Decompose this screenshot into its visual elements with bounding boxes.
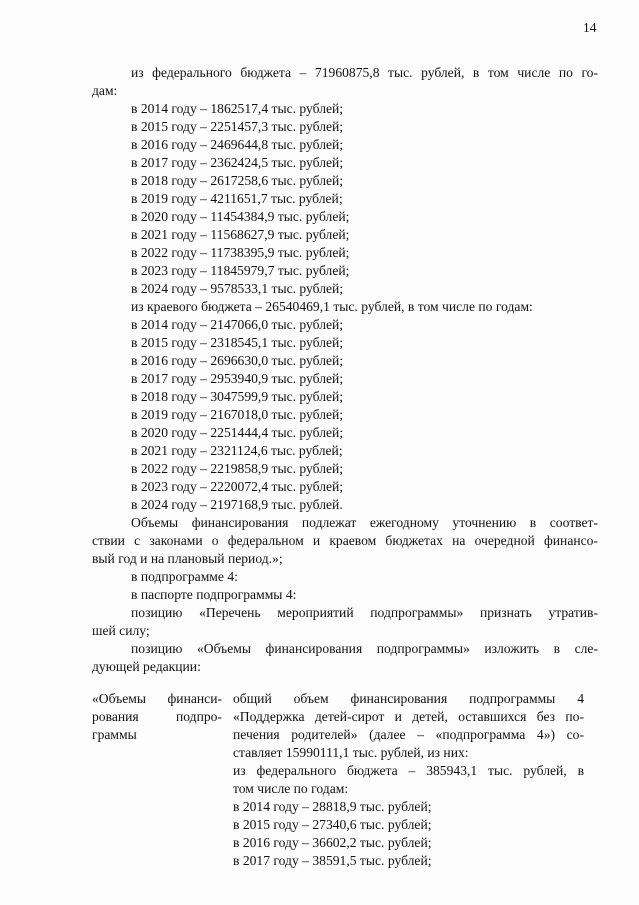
regional-year-line: в 2021 году – 2321124,6 тыс. рублей; — [131, 443, 343, 458]
federal-year-line: в 2020 году – 11454384,9 тыс. рублей; — [131, 209, 350, 224]
subprogram-4-line: в подпрограмме 4: — [131, 569, 238, 584]
regional-year-line: в 2020 году – 2251444,4 тыс. рублей; — [131, 425, 344, 440]
passport-line: в паспорте подпрограммы 4: — [131, 587, 297, 602]
regional-year-line: в 2014 году – 2147066,0 тыс. рублей; — [131, 317, 344, 332]
federal-year-line: в 2016 году – 2469644,8 тыс. рублей; — [131, 137, 344, 152]
regional-year-line: в 2022 году – 2219858,9 тыс. рублей; — [131, 461, 344, 476]
federal-year-line: в 2024 году – 9578533,1 тыс. рублей; — [131, 281, 344, 296]
position-list-line-2: шей силу; — [92, 623, 150, 638]
table-right-line: том числе по годам: — [233, 781, 349, 796]
federal-year-line: в 2023 году – 11845979,7 тыс. рублей; — [131, 263, 350, 278]
federal-year-line: в 2018 году – 2617258,6 тыс. рублей; — [131, 173, 344, 188]
federal-year-line: в 2022 году – 11738395,9 тыс. рублей; — [131, 245, 350, 260]
position-volumes-line-1: позицию «Объемы финансирования подпрограммы» изложить в сле- — [131, 641, 598, 656]
table-right-line: ставляет 15990111,1 тыс. рублей, из них: — [233, 745, 469, 760]
regional-year-line: в 2016 году – 2696630,0 тыс. рублей; — [131, 353, 344, 368]
federal-intro-line-1: из федерального бюджета – 71960875,8 тыс. рублей, в том числе по го- — [131, 65, 598, 80]
federal-year-line: в 2015 году – 2251457,3 тыс. рублей; — [131, 119, 344, 134]
position-list-line-1: позицию «Перечень мероприятий подпрограммы» признать утратив- — [131, 605, 598, 620]
page-number: 14 — [583, 20, 597, 35]
table-right-line: общий объем финансирования подпрограммы 4 — [233, 691, 584, 706]
regional-year-line: в 2023 году – 2220072,4 тыс. рублей; — [131, 479, 344, 494]
volumes-paragraph-line-3: вый год и на плановый период.»; — [92, 551, 283, 566]
table-left-line-3: граммы — [92, 727, 137, 742]
federal-intro-line-2: дам: — [92, 83, 118, 98]
volumes-paragraph-line-1: Объемы финансирования подлежат ежегодному уточнению в соответ- — [131, 515, 598, 530]
regional-year-line: в 2019 году – 2167018,0 тыс. рублей; — [131, 407, 344, 422]
regional-intro-line: из краевого бюджета – 26540469,1 тыс. рублей, в том числе по годам: — [131, 299, 533, 314]
table-right-line: в 2017 году – 38591,5 тыс. рублей; — [233, 853, 432, 868]
table-left-line-1: «Объемы финанси- — [92, 691, 222, 706]
table-right-line: «Поддержка детей-сирот и детей, оставшихся без по- — [233, 709, 584, 724]
table-right-line: из федерального бюджета – 385943,1 тыс. рублей, в — [233, 763, 584, 778]
federal-year-line: в 2021 году – 11568627,9 тыс. рублей; — [131, 227, 350, 242]
regional-year-line: в 2024 году – 2197168,9 тыс. рублей. — [131, 497, 343, 512]
table-right-line: в 2014 году – 28818,9 тыс. рублей; — [233, 799, 432, 814]
federal-year-line: в 2019 году – 4211651,7 тыс. рублей; — [131, 191, 343, 206]
regional-year-line: в 2015 году – 2318545,1 тыс. рублей; — [131, 335, 344, 350]
volumes-paragraph-line-2: ствии с законами о федеральном и краевом бюджетах на очередной финансо- — [92, 533, 598, 548]
federal-year-line: в 2017 году – 2362424,5 тыс. рублей; — [131, 155, 344, 170]
regional-year-line: в 2017 году – 2953940,9 тыс. рублей; — [131, 371, 344, 386]
table-left-line-2: рования подпро- — [92, 709, 222, 724]
table-right-line: в 2015 году – 27340,6 тыс. рублей; — [233, 817, 432, 832]
regional-year-line: в 2018 году – 3047599,9 тыс. рублей; — [131, 389, 344, 404]
position-volumes-line-2: дующей редакции: — [92, 659, 201, 674]
table-right-line: печения родителей» (далее – «подпрограмма 4») со- — [233, 727, 584, 742]
federal-year-line: в 2014 году – 1862517,4 тыс. рублей; — [131, 101, 344, 116]
table-right-line: в 2016 году – 36602,2 тыс. рублей; — [233, 835, 432, 850]
